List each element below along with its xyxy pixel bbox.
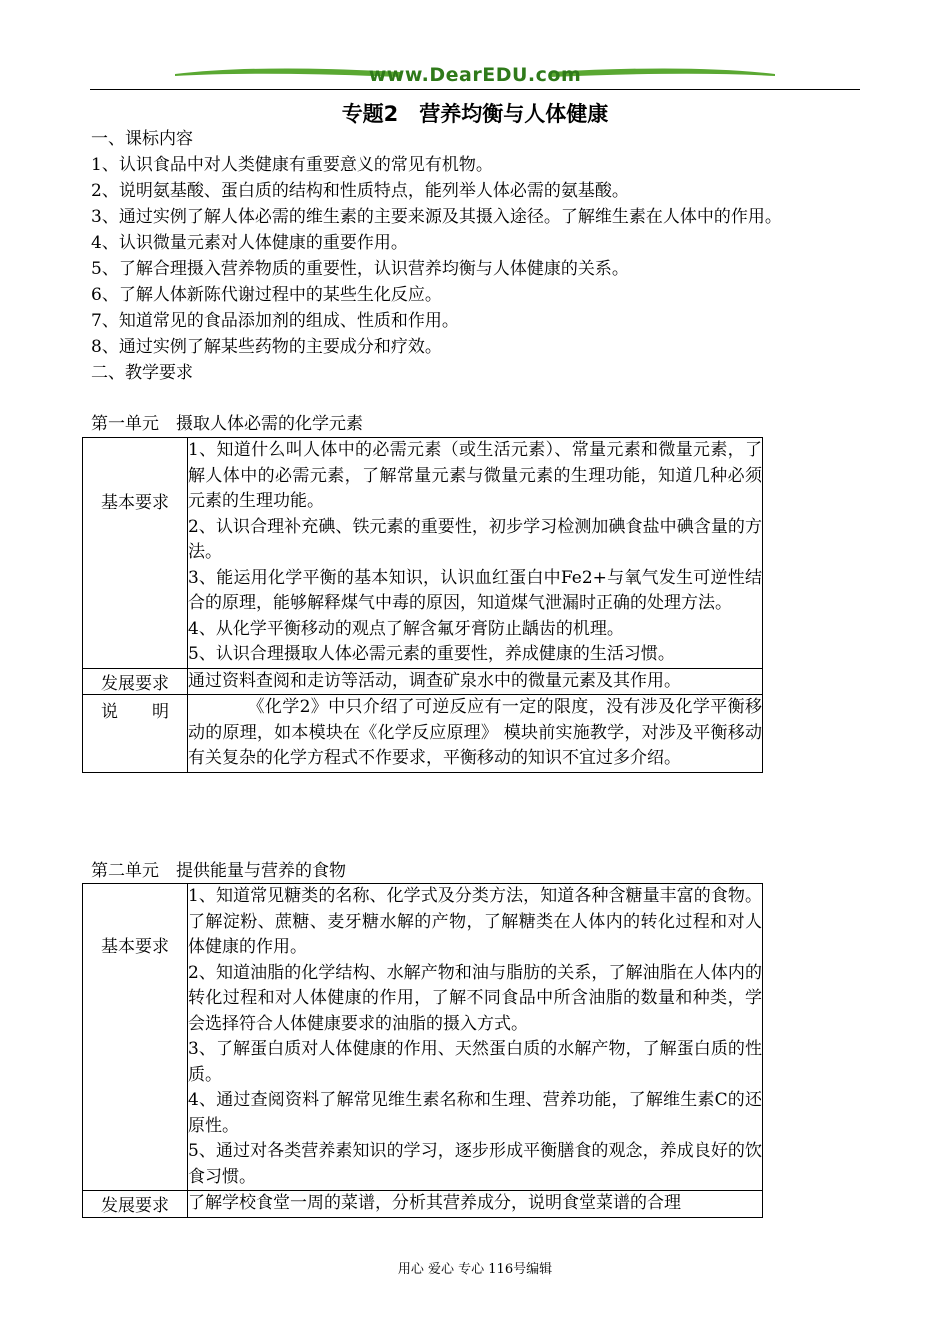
standard-item: 5、了解合理摄入营养物质的重要性，认识营养均衡与人体健康的关系。 [91,259,629,279]
table-row [83,695,763,773]
requirement-item: 5、通过对各类营养素知识的学习，逐步形成平衡膳食的观念，养成良好的饮食习惯。 [188,1141,762,1187]
unit2-requirements-table [82,883,763,1218]
requirement-item: 2、认识合理补充碘、铁元素的重要性，初步学习检测加碘食盐中碘含量的方法。 [188,516,762,562]
requirement-item: 5、认识合理摄取人体必需元素的重要性，养成健康的生活习惯。 [188,644,675,664]
note-cell [188,695,763,773]
table-row [83,884,763,1191]
header-rule [90,89,860,90]
standard-item: 7、知道常见的食品添加剂的组成、性质和作用。 [91,311,459,331]
section-heading: 一、课标内容 [91,129,193,149]
basic-requirement-label: 基本要求 [83,438,188,669]
page-footer: 用心 爱心 专心 116号编辑 [397,1262,553,1277]
requirement-item: 4、通过查阅资料了解常见维生素名称和生理、营养功能，了解维生素C的还原性。 [188,1090,762,1136]
unit2-title: 第二单元 提供能量与营养的食物 [91,861,346,881]
unit1-requirements-table [82,437,763,773]
standard-item: 6、了解人体新陈代谢过程中的某些生化反应。 [91,285,442,305]
standard-item: 8、通过实例了解某些药物的主要成分和疗效。 [91,337,442,357]
requirement-item: 4、从化学平衡移动的观点了解含氟牙膏防止龋齿的机理。 [188,618,624,639]
table-row [83,1191,763,1218]
requirement-item: 2、知道油脂的化学结构、水解产物和油与脂肪的关系，了解油脂在人体内的转化过程和对人体健康的作用，了解不同食品中所含油脂的数量和种类，学会选择符合人体健康要求的油脂的摄入方式。 [188,962,762,1034]
standard-item: 1、认识食品中对人类健康有重要意义的常见有机物。 [91,155,493,175]
table-row [83,438,763,669]
requirement-item: 3、了解蛋白质对人体健康的作用、天然蛋白质的水解产物，了解蛋白质的性质。 [188,1039,762,1085]
basic-requirement-label: 基本要求 [83,884,188,1191]
development-requirement-label: 发展要求 [83,1191,188,1218]
standard-item: 4、认识微量元素对人体健康的重要作用。 [91,233,408,253]
unit1-title: 第一单元 摄取人体必需的化学元素 [91,414,363,434]
requirement-item: 3、能运用化学平衡的基本知识，认识血红蛋白中Fe2+与氧气发生可逆性结合的原理，能够解释煤气中毒的原因，知道煤气泄漏时正确的处理方法。 [188,567,762,613]
table-row [83,668,763,695]
development-requirement-cell: 通过资料查阅和走访等活动，调查矿泉水中的微量元素及其作用。 [188,668,763,695]
basic-requirement-cell [188,438,763,669]
curriculum-section [91,126,871,386]
standard-item: 2、说明氨基酸、蛋白质的结构和性质特点，能列举人体必需的氨基酸。 [91,181,629,201]
site-logo-text[interactable]: www.DearEDU.com [368,64,582,86]
basic-requirement-cell [188,884,763,1191]
requirement-item: 1、知道什么叫人体中的必需元素（或生活元素）、常量元素和微量元素，了解人体中的必需元素，了解常量元素与微量元素的生理功能，知道几种必须元素的生理功能。 [188,440,762,511]
note-text: 《化学2》中只介绍了可逆反应有一定的限度，没有涉及化学平衡移动的原理，如本模块在《化学反应原理》 模块前实施教学，对涉及平衡移动有关复杂的化学方程式不作要求，平衡移动的知识不宜过多介绍。 [188,697,762,768]
site-header [90,62,860,90]
section-heading: 二、教学要求 [91,363,193,383]
requirement-item: 1、知道常见糖类的名称、化学式及分类方法，知道各种含糖量丰富的食物。了解淀粉、蔗糖、麦牙糖水解的产物，了解糖类在人体内的转化过程和对人体健康的作用。 [188,886,762,957]
standard-item: 3、通过实例了解人体必需的维生素的主要来源及其摄入途径。了解维生素在人体中的作用。 [91,207,782,227]
development-requirement-label: 发展要求 [83,668,188,695]
note-label: 说 明 [83,695,188,773]
page-title: 专题2 营养均衡与人体健康 [341,102,609,126]
development-requirement-cell: 了解学校食堂一周的菜谱，分析其营养成分，说明食堂菜谱的合理 [188,1191,763,1218]
